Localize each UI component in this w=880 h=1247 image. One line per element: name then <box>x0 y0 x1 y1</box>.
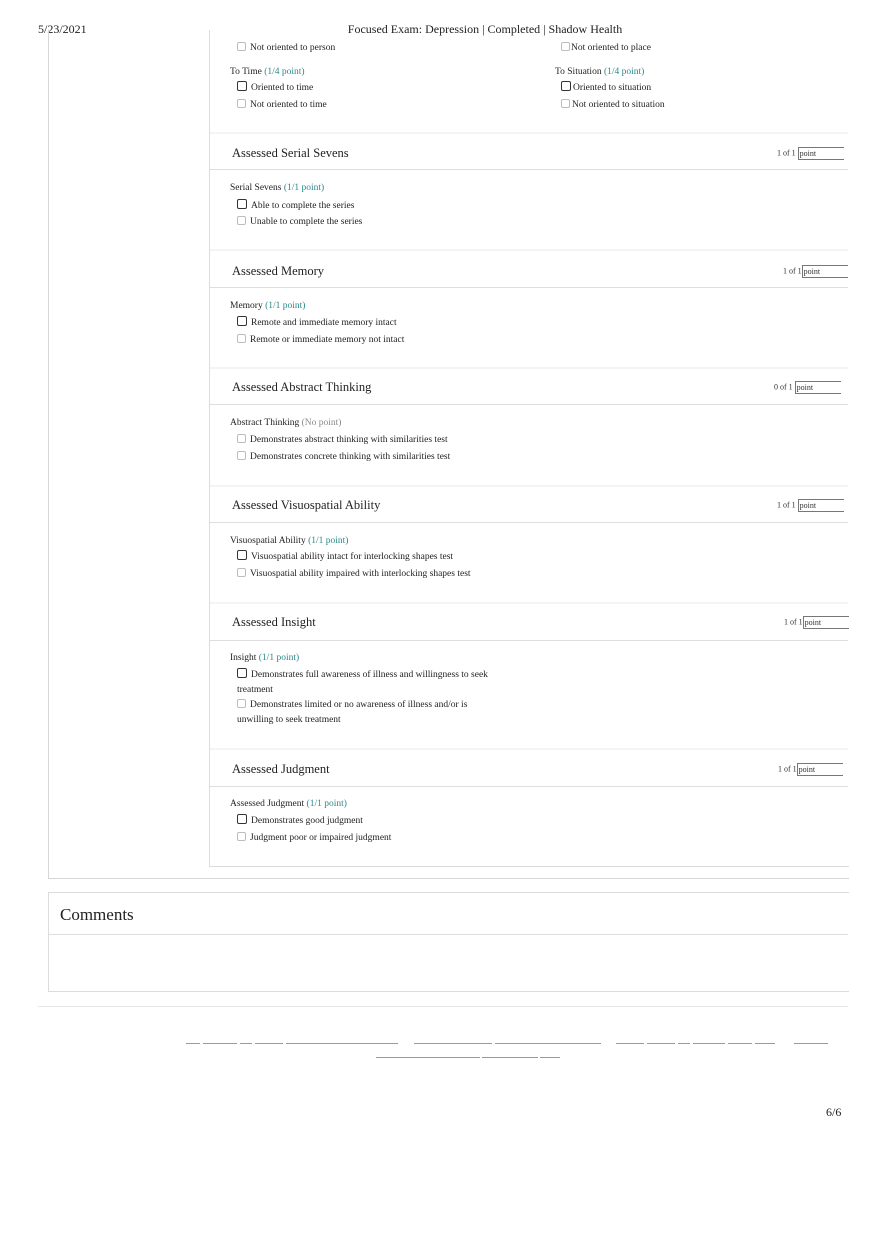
section-title-abstract-thinking: Assessed Abstract Thinking <box>232 380 372 394</box>
checkbox-checked-icon <box>237 668 247 678</box>
checkbox-icon <box>237 568 246 577</box>
option-abstract-thinking: Demonstrates abstract thinking with similarities test <box>237 433 448 448</box>
section-title-judgment: Assessed Judgment <box>232 762 330 776</box>
checkbox-icon <box>237 832 246 841</box>
question-memory: Memory (1/1 point) <box>230 301 306 311</box>
question-insight: Insight (1/1 point) <box>230 653 300 663</box>
option-not-oriented-situation: Not oriented to situation <box>561 98 665 113</box>
checkbox-icon <box>237 42 246 51</box>
option-not-oriented-person: Not oriented to person <box>237 41 335 56</box>
option-unable-series: Unable to complete the series <box>237 215 362 230</box>
option-concrete-thinking: Demonstrates concrete thinking with similarities test <box>237 450 450 465</box>
question-to-situation: To Situation (1/4 point) <box>555 67 645 77</box>
score-abstract-thinking: 0 of 1 point <box>774 381 841 394</box>
checkbox-icon <box>561 99 570 108</box>
checkbox-icon <box>237 699 246 708</box>
question-judgment: Assessed Judgment (1/1 point) <box>230 799 347 809</box>
comments-title: Comments <box>60 905 134 924</box>
option-able-series: Able to complete the series <box>237 199 354 214</box>
option-memory-not-intact: Remote or immediate memory not intact <box>237 333 404 348</box>
checkbox-icon <box>237 99 246 108</box>
option-visuospatial-intact: Visuospatial ability intact for interlocking shapes test <box>237 550 453 565</box>
checkbox-icon <box>237 451 246 460</box>
checkbox-checked-icon <box>237 814 247 824</box>
option-full-awareness: Demonstrates full awareness of illness and willingness to seek treatment <box>237 670 488 695</box>
option-visuospatial-impaired: Visuospatial ability impaired with interlocking shapes test <box>237 567 471 582</box>
option-good-judgment: Demonstrates good judgment <box>237 814 363 829</box>
page-number: 6/6 <box>826 1105 842 1119</box>
question-serial-sevens: Serial Sevens (1/1 point) <box>230 183 325 193</box>
checkbox-icon <box>237 434 246 443</box>
score-serial-sevens: 1 of 1 point <box>777 147 844 160</box>
option-poor-judgment: Judgment poor or impaired judgment <box>237 831 391 846</box>
score-visuospatial: 1 of 1 point <box>777 499 844 512</box>
checkbox-icon <box>561 42 570 51</box>
question-abstract-thinking: Abstract Thinking (No point) <box>230 418 342 428</box>
checkbox-icon <box>237 334 246 343</box>
section-title-serial-sevens: Assessed Serial Sevens <box>232 146 349 160</box>
checkbox-checked-icon <box>237 81 247 91</box>
option-oriented-time: Oriented to time <box>237 81 313 96</box>
section-title-visuospatial: Assessed Visuospatial Ability <box>232 498 381 512</box>
print-date: 5/23/2021 <box>38 22 87 36</box>
checkbox-checked-icon <box>237 550 247 560</box>
checkbox-checked-icon <box>237 316 247 326</box>
score-insight: 1 of 1 point <box>784 616 849 629</box>
checkbox-icon <box>237 216 246 225</box>
section-title-insight: Assessed Insight <box>232 615 316 629</box>
comments-panel <box>48 892 849 992</box>
question-visuospatial: Visuospatial Ability (1/1 point) <box>230 536 349 546</box>
section-title-memory: Assessed Memory <box>232 264 325 278</box>
print-title: Focused Exam: Depression | Completed | Shadow Health <box>347 22 623 36</box>
option-not-oriented-time: Not oriented to time <box>237 98 327 113</box>
option-memory-intact: Remote and immediate memory intact <box>237 316 397 331</box>
score-judgment: 1 of 1 point <box>778 763 843 776</box>
option-oriented-situation: Oriented to situation <box>561 81 651 96</box>
checkbox-checked-icon <box>237 199 247 209</box>
option-not-oriented-place: Not oriented to place <box>561 41 651 56</box>
option-limited-awareness: Demonstrates limited or no awareness of illness and/or is unwilling to seek treatment <box>237 700 468 725</box>
checkbox-checked-icon <box>561 81 571 91</box>
score-memory: 1 of 1 point <box>783 265 848 278</box>
question-to-time: To Time (1/4 point) <box>230 67 305 77</box>
